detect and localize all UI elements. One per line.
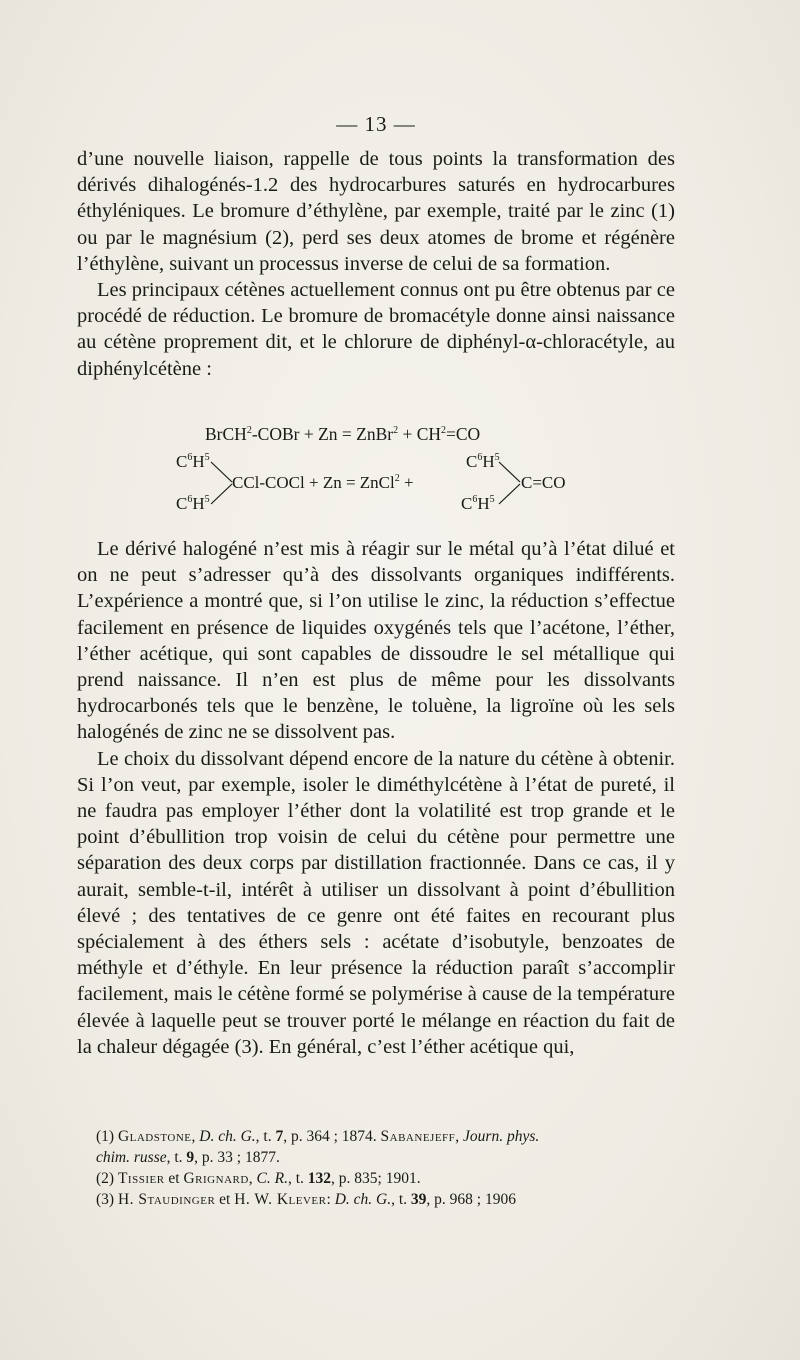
eq2-phenyl-top-left: $C^6H^5$	[176, 452, 210, 471]
footnote-1: (1) Gladstone, D. ch. G., t. 7, p. 364 ; 1874. Sabanejeff, Journ. phys.	[96, 1128, 540, 1145]
eq1-sup-3: 2	[441, 425, 447, 436]
paragraph-3: Le dérivé halogéné n’est mis à réagir sur le métal qu’à l’état dilué et on ne peut s’adresser qu’à des dissolvants organiques indifférents. L’expérience a montré que, si l’on utilise le zinc, la réduction s’effectue facilement en présence de liquides oxygénés tels que l’acétone, l’éther, l’éther acétique, qui sont capables de dissoudre le sel métallique qui prend naissance. Il n’en est plus de même pour les dissolvants hydrocarbonés tels que le benzène, le toluène, la ligroïne où les sels halogénés de zinc ne se dissolvent pas.	[77, 538, 675, 744]
eq2-middle-left: CCl-COCl + Zn = ZnCl$^2$ +	[232, 473, 414, 492]
paragraph-4: Le choix du dissolvant dépend encore de la nature du cétène à obtenir. Si l’on veut, par exemple, isoler le diméthylcétène à l’état de pureté, il ne faudra pas employer l’éther dont la volatilité est trop grande et le point d’ébullition trop voisin de celui du cétène pour permettre une séparation des deux corps par distillation fractionnée. Dans ce cas, il y aurait, semble-t-il, intérêt à utiliser un dissolvant à point d’ébullition élevé ; des tentatives de ce genre ont été faites en recourant plus spécialement à des éthers sels : acétate d’isobutyle, benzoates de méthyle et d’éthyle. En leur présence la réduction paraît s’accomplir facilement, mais le cétène formé se polymérise à cause de la température élevée à laquelle peut se trouver porté le mélange en réaction du fait de la chaleur dégagée (3). En général, c’est l’éther acétique qui,	[77, 747, 675, 1058]
text-block-bottom	[77, 536, 675, 1060]
eq1-term-1: BrCH	[205, 424, 247, 444]
eq1-sup-2: 2	[393, 425, 399, 436]
footnote-2: (2) Tissier et Grignard, C. R., t. 132, p. 835; 1901.	[96, 1170, 421, 1187]
eq2-phenyl-bottom-left: $C^6H^5$	[176, 494, 210, 513]
equation-diphenylcetene	[176, 450, 596, 520]
eq1-term-3: + CH	[398, 424, 442, 444]
eq2-phenyl-bottom-right: $C^6H^5$	[461, 494, 495, 513]
eq2-phenyl-top-right: $C^6H^5$	[466, 452, 500, 471]
eq1-term-2: -COBr + Zn = ZnBr	[251, 424, 394, 444]
equation-cetene	[205, 424, 480, 445]
text-block-top	[77, 146, 675, 382]
eq1-term-4: =CO	[446, 424, 481, 444]
eq1-sup-1: 2	[246, 425, 252, 436]
page-number: — 13 —	[336, 112, 416, 136]
paragraph-1: d’une nouvelle liaison, rappelle de tous points la transformation des dérivés dihalogénés-1.2 des hydrocarbures saturés en hydrocarbures éthyléniques. Le bromure d’éthylène, par exemple, traité par le zinc (1) ou par le magnésium (2), perd ses deux atomes de brome et régénère l’éthylène, suivant un processus inverse de celui de sa formation.	[77, 148, 675, 275]
footnote-3: (3) H. Staudinger et H. W. Klever: D. ch. G., t. 39, p. 968 ; 1906	[96, 1191, 516, 1208]
eq2-middle-right: C=CO	[521, 473, 566, 492]
footnote-1-continued: chim. russe, t. 9, p. 33 ; 1877.	[96, 1149, 280, 1166]
footnotes	[96, 1126, 706, 1210]
paragraph-2: Les principaux cétènes actuellement connus ont pu être obtenus par ce procédé de réduction. Le bromure de bromacétyle donne ainsi naissance au cétène proprement dit, et le chlorure de diphényl-α-chloracétyle, au diphénylcétène :	[77, 279, 675, 380]
